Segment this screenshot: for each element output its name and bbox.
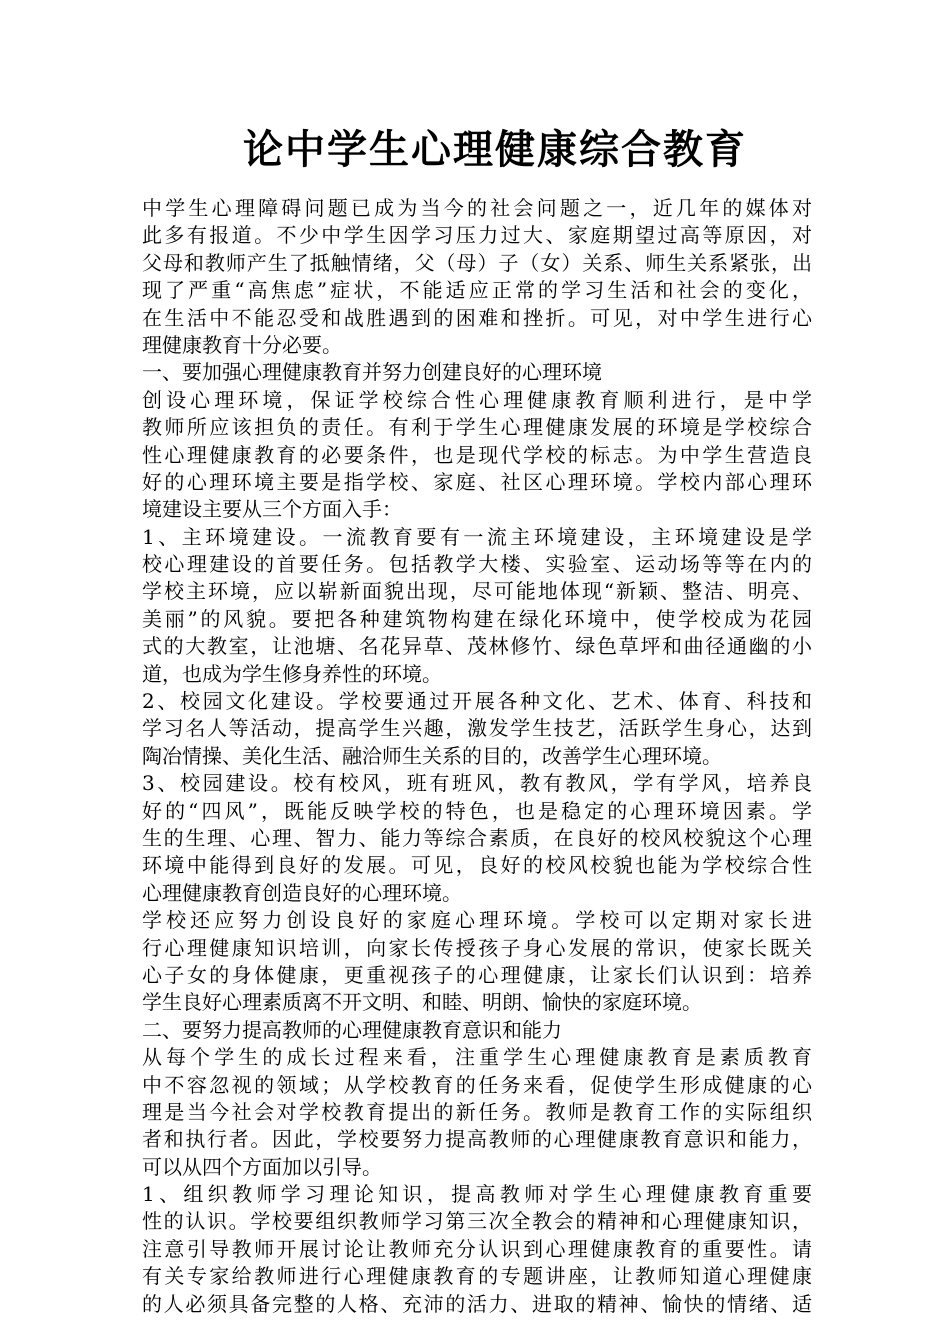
text-line: 道，也成为学生修身养性的环境。 — [142, 661, 442, 686]
text-line: 有关专家给教师进行心理健康教育的专题讲座，让教师知道心理健康 — [142, 1264, 812, 1289]
text-line: 学校主环境，应以崭新面貌出现，尽可能地体现“新颖、整洁、明亮、 — [142, 579, 812, 604]
text-line: 心子女的身体健康，更重视孩子的心理健康，让家长们认识到：培养 — [142, 962, 812, 987]
text-line: 好的心理环境主要是指学校、家庭、社区心理环境。学校内部心理环 — [142, 469, 812, 494]
text-line: 1、主环境建设。一流教育要有一流主环境建设，主环境建设是学 — [142, 524, 812, 549]
text-line: 现了严重“高焦虑”症状，不能适应正常的学习生活和社会的变化， — [142, 278, 812, 303]
text-line: 此多有报道。不少中学生因学习压力过大、家庭期望过高等原因，对 — [142, 223, 812, 248]
text-line: 2、校园文化建设。学校要通过开展各种文化、艺术、体育、科技和 — [142, 689, 812, 714]
text-line: 中学生心理障碍问题已成为当今的社会问题之一，近几年的媒体对 — [142, 196, 812, 220]
text-line: 父母和教师产生了抵触情绪，父（母）子（女）关系、师生关系紧张，出 — [142, 250, 812, 275]
text-line: 可以从四个方面加以引导。 — [142, 1154, 382, 1179]
text-line: 一、要加强心理健康教育并努力创建良好的心理环境 — [142, 360, 602, 385]
text-line: 好的“四风”，既能反映学校的特色，也是稳定的心理环境因素。学 — [142, 798, 812, 823]
text-line: 美丽”的风貌。要把各种建筑物构建在绿化环境中，使学校成为花园 — [142, 606, 812, 631]
document-body — [142, 195, 812, 1318]
document-title: 论中学生心理健康综合教育 — [243, 127, 747, 173]
text-line: 环境中能得到良好的发展。可见，良好的校风校貌也能为学校综合性 — [142, 853, 812, 878]
text-line: 心理健康教育创造良好的心理环境。 — [142, 880, 462, 905]
text-line: 生的生理、心理、智力、能力等综合素质，在良好的校风校貌这个心理 — [142, 825, 812, 850]
text-line: 境建设主要从三个方面入手： — [142, 497, 402, 522]
text-line: 3、校园建设。校有校风，班有班风，教有教风，学有学风，培养良 — [142, 771, 812, 796]
text-line: 在生活中不能忍受和战胜遇到的困难和挫折。可见，对中学生进行心 — [142, 305, 812, 330]
text-line: 注意引导教师开展讨论让教师充分认识到心理健康教育的重要性。请 — [142, 1236, 812, 1261]
text-line: 学生良好心理素质离不开文明、和睦、明朗、愉快的家庭环境。 — [142, 990, 702, 1015]
text-line: 从每个学生的成长过程来看，注重学生心理健康教育是素质教育 — [142, 1045, 812, 1070]
text-line: 二、要努力提高教师的心理健康教育意识和能力 — [142, 1017, 562, 1042]
text-line: 者和执行者。因此，学校要努力提高教师的心理健康教育意识和能力， — [142, 1127, 812, 1152]
text-line: 性的认识。学校要组织教师学习第三次全教会的精神和心理健康知识， — [142, 1209, 812, 1234]
text-line: 的人必须具备完整的人格、充沛的活力、进取的精神、愉快的情绪、适 — [142, 1291, 812, 1316]
text-line: 理是当今社会对学校教育提出的新任务。教师是教育工作的实际组织 — [142, 1099, 812, 1124]
text-line: 学校还应努力创设良好的家庭心理环境。学校可以定期对家长进 — [142, 908, 812, 933]
text-line: 创设心理环境，保证学校综合性心理健康教育顺利进行，是中学 — [142, 387, 812, 412]
text-line: 中不容忽视的领域；从学校教育的任务来看，促使学生形成健康的心 — [142, 1072, 812, 1097]
text-line: 式的大教室，让池塘、名花异草、茂林修竹、绿色草坪和曲径通幽的小 — [142, 634, 812, 659]
text-line: 理健康教育十分必要。 — [142, 332, 342, 357]
text-line: 陶冶情操、美化生活、融洽师生关系的目的，改善学生心理环境。 — [142, 743, 722, 768]
text-line: 行心理健康知识培训，向家长传授孩子身心发展的常识，使家长既关 — [142, 935, 812, 960]
text-line: 学习名人等活动，提高学生兴趣，激发学生技艺，活跃学生身心，达到 — [142, 716, 812, 741]
text-line: 1、组织教师学习理论知识，提高教师对学生心理健康教育重要 — [142, 1182, 812, 1207]
text-line: 性心理健康教育的必要条件，也是现代学校的标志。为中学生营造良 — [142, 442, 812, 467]
text-line: 校心理建设的首要任务。包括教学大楼、实验室、运动场等等在内的 — [142, 552, 812, 577]
text-line: 教师所应该担负的责任。有利于学生心理健康发展的环境是学校综合 — [142, 415, 812, 440]
